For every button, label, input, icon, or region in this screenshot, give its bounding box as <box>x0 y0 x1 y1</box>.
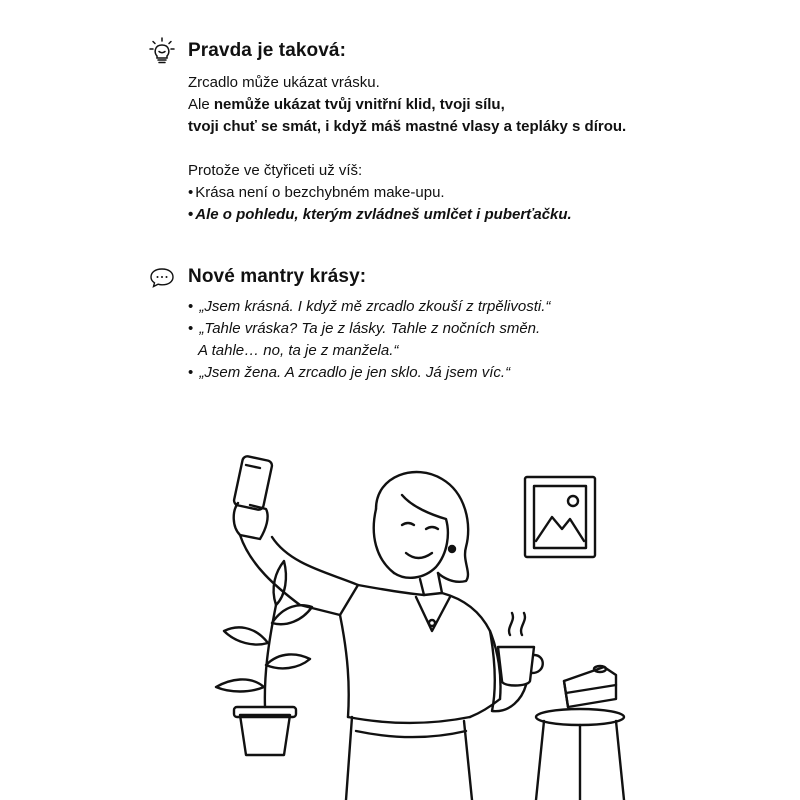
wall-picture-icon <box>525 477 595 557</box>
bullet: • <box>188 206 194 223</box>
bullet: • <box>188 364 194 381</box>
truth-item-2 <box>188 204 768 226</box>
section-truth <box>148 36 768 226</box>
section-truth-heading: Pravda je taková: <box>188 40 347 61</box>
lightbulb-icon <box>148 37 176 65</box>
truth-line-2-bold: nemůže ukázat tvůj vnitřní klid, tvoji sílu, <box>213 96 505 113</box>
mantra-3 <box>188 362 768 384</box>
mantra-1 <box>188 296 768 318</box>
bullet: • <box>188 298 194 315</box>
section-truth-body <box>188 72 768 226</box>
truth-item-2-text: Ale o pohledu, kterým zvládneš umlčet i puberťačku. <box>195 206 572 223</box>
coffee-mug-icon <box>498 613 543 686</box>
truth-line-1: Zrcadlo může ukázat vrásku. <box>188 74 380 91</box>
woman-torso <box>340 585 501 800</box>
truth-line-2 <box>188 94 768 116</box>
truth-intro: Protože ve čtyřiceti už víš: <box>188 162 363 179</box>
cake-slice-icon <box>564 666 616 707</box>
raised-arm <box>240 535 358 615</box>
woman-selfie-illustration <box>180 455 650 800</box>
phone-icon <box>233 455 273 510</box>
bullet: • <box>188 184 194 201</box>
spacer <box>188 138 768 160</box>
bullet: • <box>188 320 194 337</box>
truth-item-1 <box>188 182 768 204</box>
plant-icon <box>216 561 312 755</box>
section-mantras-body <box>188 296 768 384</box>
side-table-icon <box>536 709 624 800</box>
section-mantras-header <box>148 262 768 292</box>
mantra-2-text: „Tahle vráska? Ta je z lásky. Tahle z nočních směn. <box>199 320 541 337</box>
truth-line-3: tvoji chuť se smát, i když máš mastné vlasy a tepláky s dírou. <box>188 118 627 135</box>
truth-item-1-text: Krása není o bezchybném make-upu. <box>195 184 445 201</box>
section-mantras <box>148 262 768 384</box>
mantra-1-text: „Jsem krásná. I když mě zrcadlo zkouší z trpělivosti.“ <box>199 298 551 315</box>
truth-line-2-normal: Ale <box>188 96 214 113</box>
section-mantras-heading: Nové mantry krásy: <box>188 266 367 287</box>
section-truth-header <box>148 36 768 66</box>
woman-head <box>374 472 468 595</box>
mantra-2-continued: A tahle… no, ta je z manžela.“ <box>198 342 399 359</box>
mantra-2 <box>188 318 768 340</box>
speech-bubble-icon <box>148 263 176 291</box>
mantra-3-text: „Jsem žena. A zrcadlo je jen sklo. Já jsem víc.“ <box>199 364 511 381</box>
